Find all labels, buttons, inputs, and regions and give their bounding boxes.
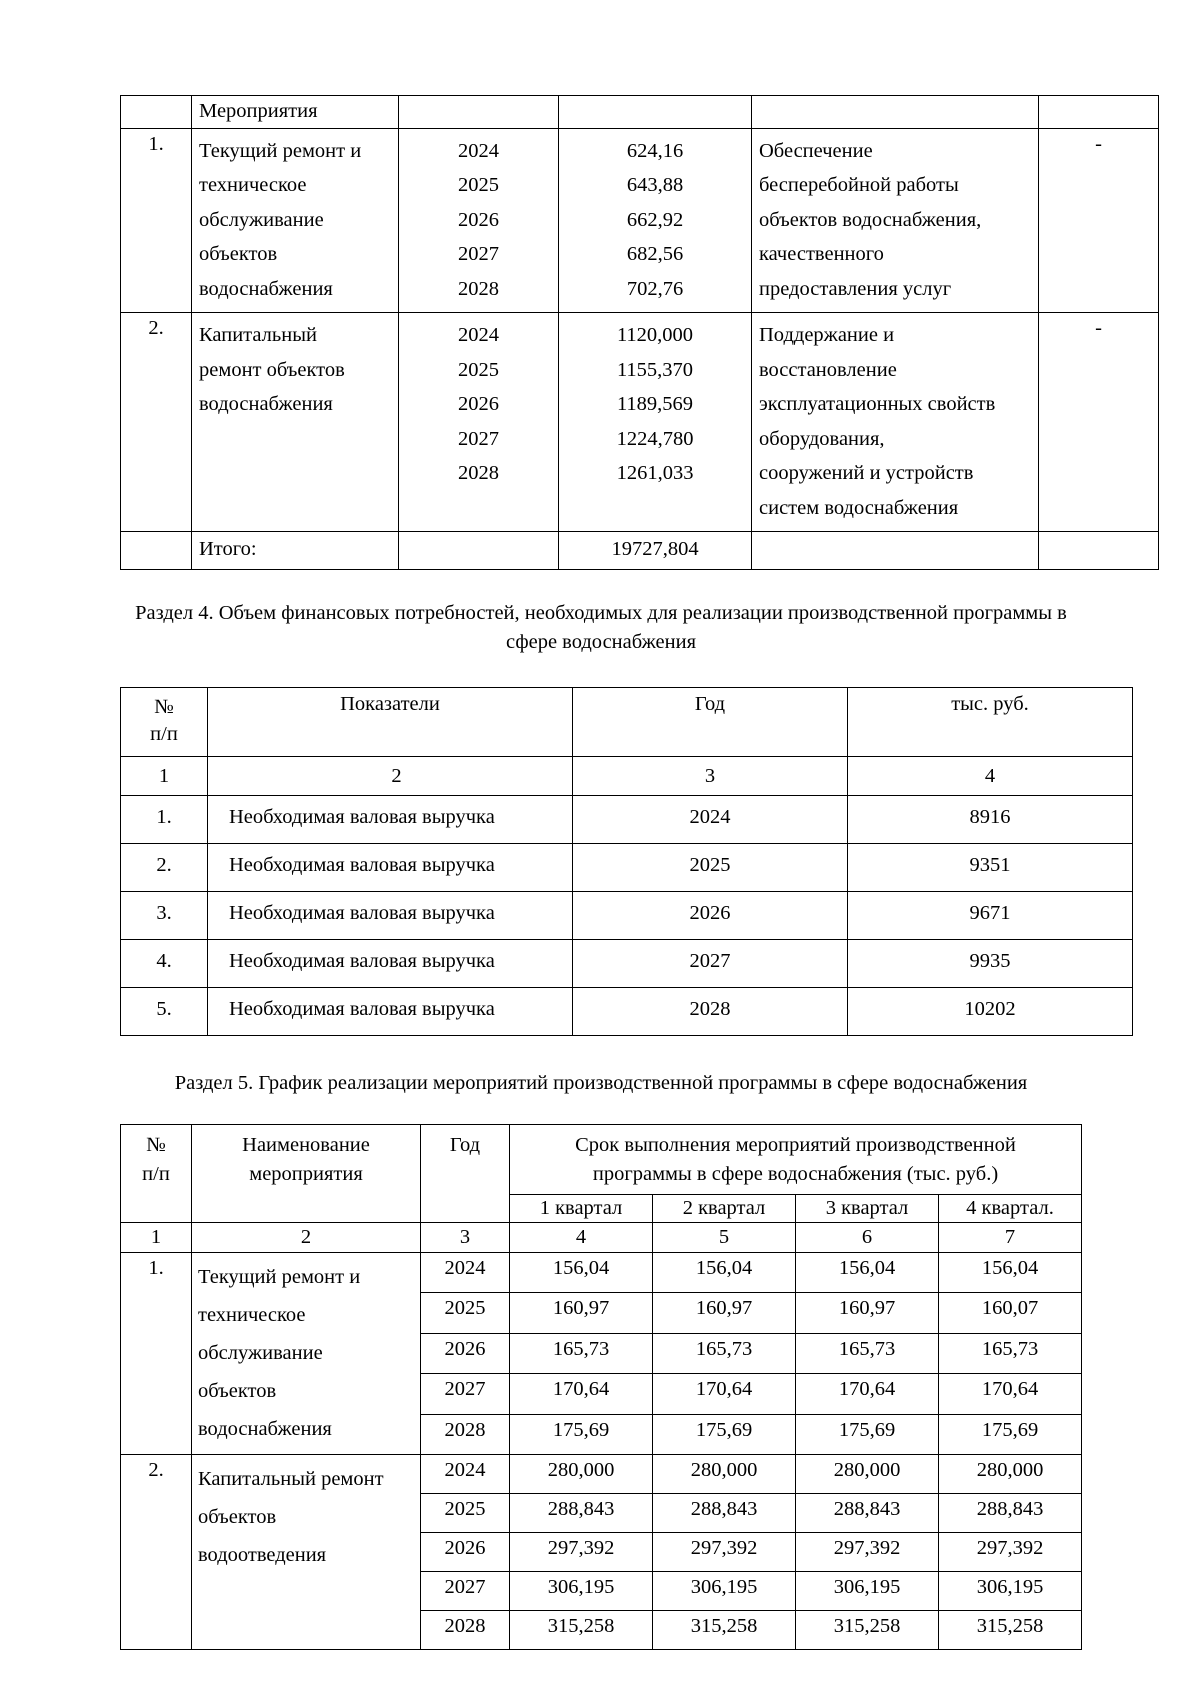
cell-year: 2026 [573,892,848,940]
cell-q3: 165,73 [796,1333,939,1373]
column-number: 5 [653,1222,796,1253]
table-row [121,313,1159,532]
cell-empty [752,532,1039,570]
text-line: эксплуатационных свойств [759,393,996,415]
cell-description [752,313,1039,532]
text-line: оборудования, [759,427,885,450]
cell-q1: 315,258 [510,1611,653,1650]
cell-row-number: 3. [121,892,208,940]
year-value: 2028 [458,277,499,300]
amount-value: 1120,000 [616,324,694,346]
cell-q3: 288,843 [796,1494,939,1533]
cell-q2: 165,73 [653,1333,796,1373]
text-line: Текущий ремонт и [198,1266,361,1288]
header-cell-q1: 1 квартал [510,1195,653,1223]
schedule-table [120,1124,1082,1650]
cell-empty [1039,532,1159,570]
year-value: 2026 [458,393,499,415]
cell-q4: 156,04 [939,1253,1082,1293]
cell-year: 2026 [421,1333,510,1373]
cell-empty [399,532,559,570]
column-number: 1 [121,1222,192,1253]
cell-value: 9351 [848,844,1133,892]
cell-row-number: 1. [121,128,192,313]
cell-total-label: Итого: [192,532,399,570]
cell-q1: 306,195 [510,1572,653,1611]
cell-row-number: 1. [121,796,208,844]
table-row [121,128,1159,313]
cell-q3: 315,258 [796,1611,939,1650]
header-cell-number [121,687,208,756]
year-value: 2024 [458,139,499,162]
text-line: водоснабжения [198,1418,332,1440]
cell-row-number: 2. [121,844,208,892]
cell-amounts [559,128,752,313]
text-line: Срок выполнения мероприятий производственной [575,1134,1016,1156]
header-cell-indicator: Показатели [208,687,573,756]
year-value: 2026 [458,208,499,231]
table-row [121,844,1133,892]
cell-q2: 175,69 [653,1414,796,1454]
table-row [121,892,1133,940]
header-cell-year: Год [421,1125,510,1223]
cell-q2: 288,843 [653,1494,796,1533]
cell-year: 2024 [573,796,848,844]
section-5-heading: Раздел 5. График реализации мероприятий производственной программы в сфере водоснабжения [174,1072,1028,1094]
table-row [121,940,1133,988]
amount-value: 662,92 [626,208,684,231]
column-number: 3 [573,756,848,796]
text-line: объектов водоснабжения, [759,208,982,231]
cell-row-number: 2. [121,1455,192,1650]
amount-value: 624,16 [626,139,684,162]
cell-year: 2025 [573,844,848,892]
text-line: водоотведения [198,1544,327,1566]
year-value: 2027 [458,427,499,450]
cell-q4: 280,000 [939,1455,1082,1494]
year-value: 2028 [458,462,499,484]
cell-q4: 288,843 [939,1494,1082,1533]
text-line: сооружений и устройств [759,462,974,484]
cell-q1: 165,73 [510,1333,653,1373]
cell-q1: 170,64 [510,1374,653,1414]
cell-q3: 170,64 [796,1374,939,1414]
cell-indicator: Необходимая валовая выручка [208,940,573,988]
year-value: 2025 [458,358,499,381]
cell-indicator: Необходимая валовая выручка [208,796,573,844]
cell-total-value: 19727,804 [559,532,752,570]
financial-needs-table-wrapper [120,687,1082,1037]
heading-line-2: в сфере водоснабжения [505,601,1067,653]
header-cell-number [121,1125,192,1223]
cell-q1: 160,97 [510,1293,653,1333]
table-header-row [121,687,1133,756]
cell-description [752,128,1039,313]
text-line: Капитальный ремонт [198,1468,384,1490]
cell-q1: 288,843 [510,1494,653,1533]
cell-row-number: 4. [121,940,208,988]
cell-measures-label: Мероприятия [192,96,399,129]
amount-value: 1224,780 [616,427,694,450]
cell-q2: 156,04 [653,1253,796,1293]
header-cell-units: тыс. руб. [848,687,1133,756]
cell-q2: 160,97 [653,1293,796,1333]
table-row [121,1253,1082,1293]
amount-value: 702,76 [626,277,684,300]
cell-q4: 306,195 [939,1572,1082,1611]
column-number: 4 [510,1222,653,1253]
cell-year: 2026 [421,1533,510,1572]
cell-year: 2024 [421,1253,510,1293]
column-number: 2 [208,756,573,796]
text-line: программы в сфере водоснабжения (тыс. руб.) [592,1163,999,1185]
cell-year: 2028 [421,1611,510,1650]
table-row-total [121,532,1159,570]
section-4-heading [126,599,1076,657]
cell-empty-last [1039,96,1159,129]
table-row [121,988,1133,1036]
text-line: объектов [198,1380,277,1402]
cell-indicator: Необходимая валовая выручка [208,892,573,940]
cell-q1: 175,69 [510,1414,653,1454]
amount-value: 643,88 [626,174,684,196]
text-line: бесперебойной работы [759,174,959,196]
table-header-row [121,1125,1082,1195]
cell-q2: 280,000 [653,1455,796,1494]
schedule-table-wrapper [120,1124,1082,1650]
cell-q3: 280,000 [796,1455,939,1494]
cell-amounts [559,313,752,532]
cell-q1: 297,392 [510,1533,653,1572]
text-line: техническое [199,174,307,196]
text-line: п/п [150,722,178,745]
cell-indicator: Необходимая валовая выручка [208,844,573,892]
cell-q2: 297,392 [653,1533,796,1572]
amount-value: 1155,370 [616,358,694,381]
cell-value: 8916 [848,796,1133,844]
table-row-header [121,96,1159,129]
column-number: 4 [848,756,1133,796]
cell-empty-num [121,96,192,129]
text-line: Капитальный [199,324,317,346]
cell-row-number: 5. [121,988,208,1036]
text-line: восстановление [759,358,897,381]
text-line: п/п [142,1163,170,1185]
cell-q3: 156,04 [796,1253,939,1293]
header-cell-q2: 2 квартал [653,1195,796,1223]
header-cell-q3: 3 квартал [796,1195,939,1223]
header-cell-measure-name [192,1125,421,1223]
cell-year: 2027 [421,1374,510,1414]
cell-q2: 170,64 [653,1374,796,1414]
text-line: Текущий ремонт и [199,139,362,162]
text-line: № [154,695,174,718]
table-row [121,796,1133,844]
text-line: обслуживание [199,208,324,231]
year-value: 2027 [458,243,499,265]
cell-q4: 315,258 [939,1611,1082,1650]
cell-year: 2028 [573,988,848,1036]
text-line: техническое [198,1304,306,1326]
measures-financing-table [120,95,1159,570]
cell-dash: - [1039,313,1159,532]
cell-q3: 306,195 [796,1572,939,1611]
cell-q3: 160,97 [796,1293,939,1333]
cell-q3: 175,69 [796,1414,939,1454]
cell-years [399,128,559,313]
text-line: предоставления услуг [759,277,952,300]
cell-empty-desc [752,96,1039,129]
text-line: Обеспечение [759,139,873,162]
header-cell-q4: 4 квартал. [939,1195,1082,1223]
text-line: водоснабжения [199,393,333,415]
text-line: ремонт объектов [199,358,345,381]
text-line: качественного [759,243,884,265]
cell-q4: 175,69 [939,1414,1082,1454]
cell-measure-name [192,1253,421,1455]
year-value: 2025 [458,174,499,196]
year-value: 2024 [458,324,499,346]
column-number: 3 [421,1222,510,1253]
cell-q1: 156,04 [510,1253,653,1293]
cell-years [399,313,559,532]
text-line: объектов [199,243,278,265]
cell-measure-name [192,1455,421,1650]
header-cell-year: Год [573,687,848,756]
cell-q4: 160,07 [939,1293,1082,1333]
column-number: 1 [121,756,208,796]
text-line: мероприятия [249,1163,363,1185]
cell-year: 2027 [573,940,848,988]
header-cell-term [510,1125,1082,1195]
table-column-numbers-row [121,756,1133,796]
cell-year: 2025 [421,1494,510,1533]
cell-indicator: Необходимая валовая выручка [208,988,573,1036]
cell-q4: 165,73 [939,1333,1082,1373]
amount-value: 682,56 [626,243,684,265]
heading-line-1: Раздел 4. Объем финансовых потребностей, необходимых для реализации производственной программы [135,601,1053,624]
cell-dash: - [1039,128,1159,313]
cell-value: 10202 [848,988,1133,1036]
amount-value: 1189,569 [616,393,694,415]
cell-q3: 297,392 [796,1533,939,1572]
text-line: Поддержание и [759,324,895,346]
cell-year: 2024 [421,1455,510,1494]
cell-year: 2027 [421,1572,510,1611]
cell-q1: 280,000 [510,1455,653,1494]
text-line: объектов [198,1506,277,1528]
column-number: 2 [192,1222,421,1253]
cell-q4: 170,64 [939,1374,1082,1414]
financial-needs-table [120,687,1133,1037]
cell-year: 2025 [421,1293,510,1333]
text-line: Наименование [242,1134,370,1156]
table-row [121,1455,1082,1494]
cell-empty-sum [559,96,752,129]
cell-q4: 297,392 [939,1533,1082,1572]
cell-year: 2028 [421,1414,510,1454]
cell-row-number: 1. [121,1253,192,1455]
cell-value: 9671 [848,892,1133,940]
text-line: обслуживание [198,1342,323,1364]
cell-empty [121,532,192,570]
cell-measure-name [192,128,399,313]
cell-q2: 306,195 [653,1572,796,1611]
cell-row-number: 2. [121,313,192,532]
text-line: систем водоснабжения [759,496,959,519]
column-number: 7 [939,1222,1082,1253]
cell-q2: 315,258 [653,1611,796,1650]
text-line: водоснабжения [199,277,333,300]
column-number: 6 [796,1222,939,1253]
cell-value: 9935 [848,940,1133,988]
table-column-numbers-row [121,1222,1082,1253]
text-line: № [146,1134,166,1156]
cell-empty-year [399,96,559,129]
cell-measure-name [192,313,399,532]
amount-value: 1261,033 [616,462,694,484]
